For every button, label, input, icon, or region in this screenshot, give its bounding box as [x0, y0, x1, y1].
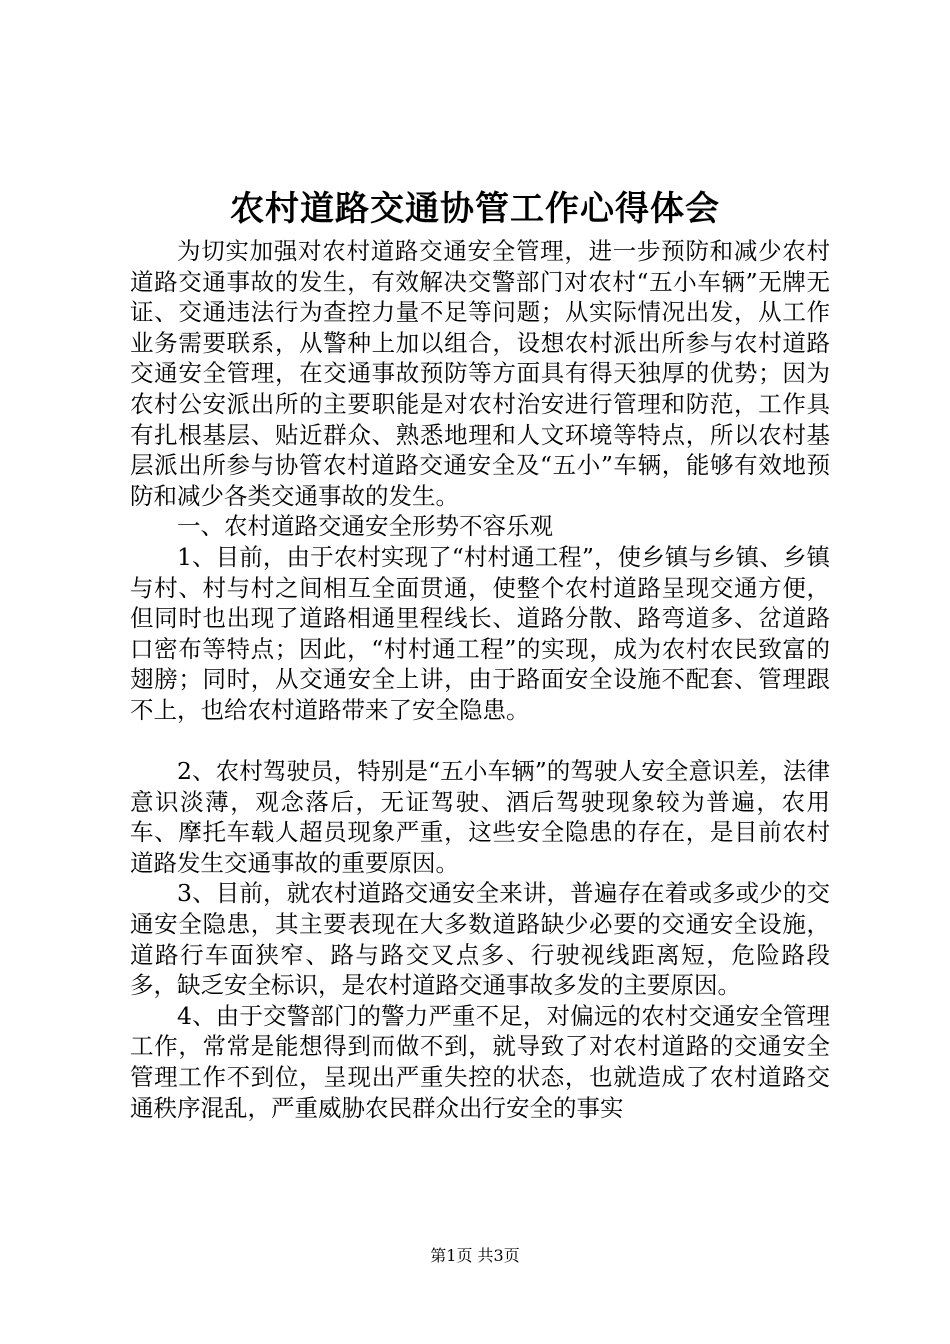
paragraph-point-2: 2、农村驾驶员，特别是“五小车辆”的驾驶人安全意识差，法律意识淡薄，观念落后，无证驾驶、酒后驾驶现象较为普遍，农用车、摩托车载人超员现象严重，这些安全隐患的存在，是目前农村道路发生交通事故的重要原因。	[130, 757, 830, 877]
page-footer: 第1页 共3页	[430, 1246, 520, 1265]
section-heading: 一、农村道路交通安全形势不容乐观	[177, 512, 553, 541]
paragraph-point-4: 4、由于交警部门的警力严重不足，对偏远的农村交通安全管理工作，常常是能想得到而做不到，就导致了对农村道路的交通安全管理工作不到位，呈现出严重失控的状态，也就造成了农村道路交通秩序混乱，严重威胁农民群众出行安全的事实	[130, 1001, 830, 1122]
paragraph-point-1: 1、目前，由于农村实现了“村村通工程”，使乡镇与乡镇、乡镇与村、村与村之间相互全面贯通，使整个农村道路呈现交通方便，但同时也出现了道路相通里程线长、道路分散、路弯道多、岔道路口密布等特点；因此，“村村通工程”的实现，成为农村农民致富的翅膀；同时，从交通安全上讲，由于路面安全设施不配套、管理跟不上，也给农村道路带来了安全隐患。	[130, 542, 830, 724]
intro-paragraph: 为切实加强对农村道路交通安全管理，进一步预防和减少农村道路交通事故的发生，有效解决交警部门对农村“五小车辆”无牌无证、交通违法行为查控力量不足等问题；从实际情况出发，从工作业务需要联系，从警种上加以组合，设想农村派出所参与农村道路交通安全管理，在交通事故预防等方面具有得天独厚的优势；因为农村公安派出所的主要职能是对农村治安进行管理和防范，工作具有扎根基层、贴近群众、熟悉地理和人文环境等特点，所以农村基层派出所参与协管农村道路交通安全及“五小”车辆，能够有效地预防和减少各类交通事故的发生。	[130, 237, 830, 510]
paragraph-point-3: 3、目前，就农村道路交通安全来讲，普遍存在着或多或少的交通安全隐患，其主要表现在大多数道路缺少必要的交通安全设施，道路行车面狭窄、路与路交叉点多、行驶视线距离短，危险路段多，缺乏安全标识，是农村道路交通事故多发的主要原因。	[130, 879, 830, 1000]
document-title: 农村道路交通协管工作心得体会	[230, 189, 720, 229]
document-body	[130, 236, 830, 1123]
